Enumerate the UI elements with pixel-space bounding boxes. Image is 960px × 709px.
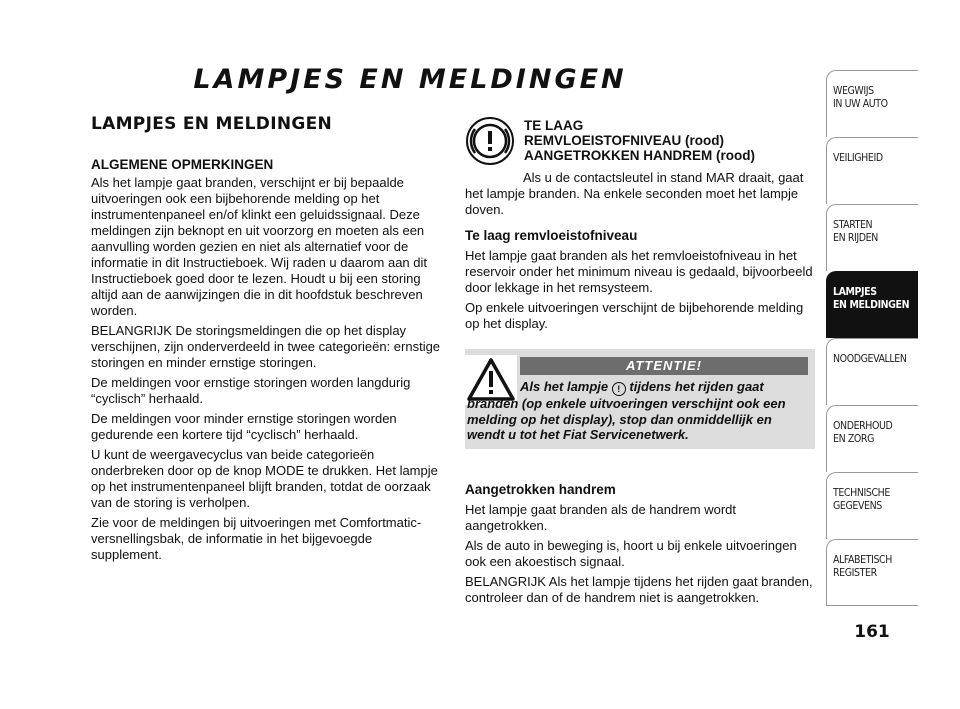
warning-lamp-title: TE LAAG REMVLOEISTOFNIVEAU (rood) AANGETROKKEN HANDREM (rood) [524, 118, 755, 163]
paragraph: De meldingen voor minder ernstige storingen worden gedurende een kortere tijd “cyclisch” herhaald. [91, 411, 397, 442]
tab-veiligheid[interactable]: VEILIGHEID [826, 137, 918, 204]
paragraph: De meldingen voor ernstige storingen worden langdurig “cyclisch” herhaald. [91, 375, 411, 406]
attention-label: ATTENTIE! [520, 357, 808, 375]
handbrake-heading: Aangetrokken handrem [465, 482, 616, 497]
general-remarks-heading: ALGEMENE OPMERKINGEN [91, 157, 274, 172]
warning-lamp-header [465, 114, 815, 166]
fluid-level-heading: Te laag remvloeistofniveau [465, 228, 638, 243]
paragraph: Zie voor de meldingen bij uitvoeringen met Comfortmatic-versnellingsbak, de informatie in het bijgevoegde supplement. [91, 515, 422, 562]
tab-lampjes[interactable]: LAMPJES EN MELDINGEN [826, 271, 918, 338]
tab-onderhoud[interactable]: ONDERHOUD EN ZORG [826, 405, 918, 472]
section-title: LAMPJES EN MELDINGEN [91, 114, 333, 134]
tab-technische[interactable]: TECHNISCHE GEGEVENS [826, 472, 918, 539]
attention-text-start: Als het lampje [520, 379, 609, 394]
paragraph: Als de auto in beweging is, hoort u bij enkele uitvoeringen ook een akoestisch signaal. [465, 538, 797, 569]
paragraph: U kunt de weergavecyclus van beide categorieën onderbreken door op de knop MODE te drukken. Het lampje op het instrumentenpaneel blijft branden, totdat de oorzaak van de storing is verholpen. [91, 447, 438, 510]
paragraph: Als het lampje gaat branden, verschijnt er bij bepaalde uitvoeringen ook een bijbehorende melding op het instrumentenpaneel en/of klinkt een geluidssignaal. Deze meldingen zijn beknopt en uit voorzorg en moeten als een aanvulling worden gezien en niet als alternatief voor de informatie in dit Instructieboek. Wij raden u daarom aan dit Instructieboek goed door te lezen. Houdt u bij een storing altijd aan de aanwijzingen die in dit hoofdstuk beschreven worden. [91, 175, 428, 318]
paragraph: Het lampje gaat branden als de handrem wordt aangetrokken. [465, 502, 736, 533]
paragraph: BELANGRIJK Als het lampje tijdens het rijden gaat branden, controleer dan of de handrem niet is aangetrokken. [465, 574, 813, 605]
chapter-tabs [826, 70, 918, 606]
page-title: LAMPJES EN MELDINGEN [193, 64, 627, 95]
tab-noodgevallen[interactable]: NOODGEVALLEN [826, 338, 918, 405]
tab-register[interactable]: ALFABETISCH REGISTER [826, 539, 918, 606]
left-column [91, 114, 441, 567]
attention-text-end: tijdens het rijden gaat branden (op enkele uitvoeringen verschijnt ook een melding op het display), stop dan onmiddellijk en wendt u tot het Fiat Servicenetwerk. [467, 379, 786, 442]
warning-lamp-intro: Als u de contactsleutel in stand MAR draait, gaat het lampje branden. Na enkele seconden moet het lampje doven. [465, 170, 804, 217]
right-column [465, 114, 815, 336]
paragraph: Het lampje gaat branden als het remvloeistofniveau in het reservoir onder het minimum niveau is gedaald, bijvoorbeeld door lekkage in het remsysteem. [465, 248, 813, 295]
attention-box [465, 349, 815, 449]
handbrake-section [465, 482, 815, 610]
paragraph: BELANGRIJK De storingsmeldingen die op het display verschijnen, zijn onderverdeeld in twee categorieën: ernstige storingen en minder ernstige storingen. [91, 323, 441, 370]
paragraph: Op enkele uitvoeringen verschijnt de bijbehorende melding op het display. [465, 300, 804, 331]
attention-text [467, 379, 811, 443]
tab-starten[interactable]: STARTEN EN RIJDEN [826, 204, 918, 271]
page-number: 161 [854, 622, 890, 642]
brake-warning-icon: ! [612, 382, 626, 396]
brake-warning-icon [465, 116, 515, 166]
tab-wegwijs[interactable]: WEGWIJS IN UW AUTO [826, 70, 918, 137]
